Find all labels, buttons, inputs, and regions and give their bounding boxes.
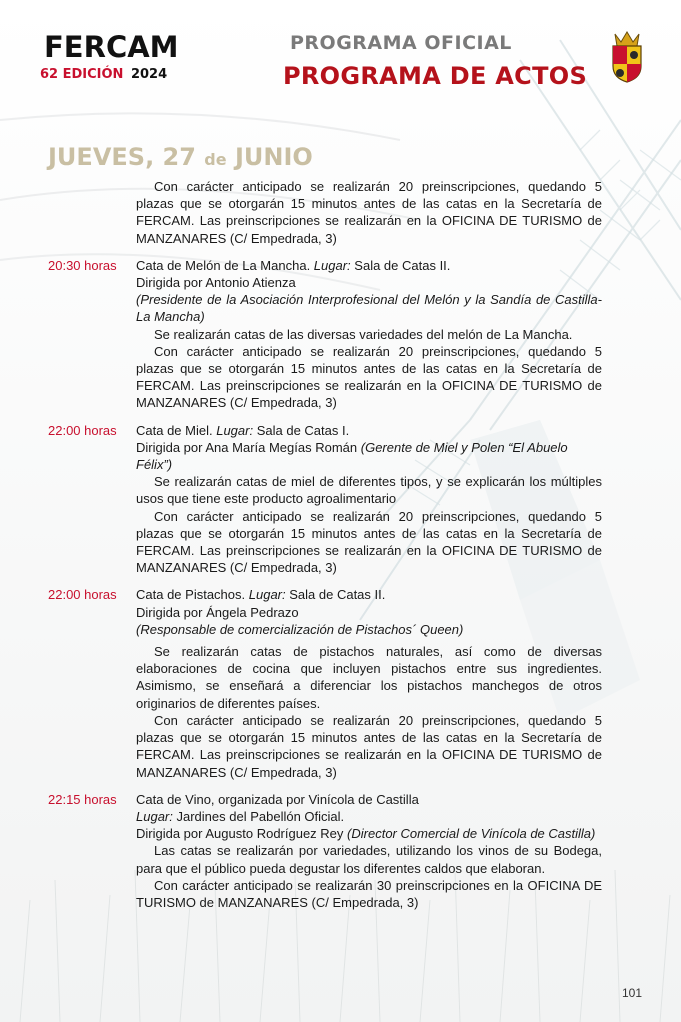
edition-year: 2024: [130, 67, 168, 82]
header-title: PROGRAMA DE ACTOS: [283, 62, 588, 90]
day-heading: [48, 143, 313, 171]
event-title: Cata de Miel: [136, 422, 209, 438]
directed-label: Dirigida por: [136, 826, 203, 842]
event-preregistration: Con carácter anticipado se realizarán 20 preinscripciones, quedando 5 plazas que se otorgarán 15 minutos antes de las catas en la Secretaría de FERCAM. Las preinscripciones se realizarán en la OFICINA DE TURISMO de MANZANARES (C/ Empedrada, 3): [136, 343, 602, 411]
event-director: Antonio Atienza: [205, 275, 296, 291]
event-director-line: [136, 825, 602, 842]
event-pistachos: [0, 586, 681, 780]
page-header: [0, 0, 681, 110]
event-place: Sala de Catas I.: [256, 422, 350, 438]
place-label: Lugar:: [313, 257, 351, 273]
event-director-role: (Responsable de comercialización de Pistachos´ Queen): [136, 621, 464, 637]
event-time: 22:15 horas: [48, 791, 117, 807]
event-place: Jardines del Pabellón Oficial.: [176, 808, 345, 824]
event-director: Augusto Rodríguez Rey: [205, 826, 344, 842]
event-description: Se realizarán catas de miel de diferentes tipos, y se explicarán los múltiples usos que tiene este producto agroalimentario: [136, 474, 602, 507]
event-body: [136, 791, 602, 911]
day-de: de: [204, 150, 227, 169]
directed-label: Dirigida por: [136, 439, 203, 455]
event-director: Ángela Pedrazo: [206, 604, 299, 620]
event-director-line: [136, 439, 602, 473]
event-place: Sala de Catas II.: [354, 257, 451, 273]
event-time: 22:00 horas: [48, 587, 117, 603]
event-title: Cata de Vino, organizada por Vinícola de Castilla: [136, 791, 419, 807]
header-subtitle: PROGRAMA OFICIAL: [290, 32, 512, 54]
event-description: Las catas se realizarán por variedades, utilizando los vinos de su Bodega, para que el público pueda degustar los diferentes caldos que elaboran.: [136, 843, 602, 876]
event-title-line: Cata de Melón de La Mancha. Lugar: Sala de Catas II.: [136, 257, 451, 273]
event-director-role: (Presidente de la Asociación Interprofesional del Melón y la Sandía de Castilla-La Mancha): [136, 292, 602, 325]
brand-edition: [40, 67, 167, 82]
event-body: [136, 586, 602, 780]
event-director-role: (Director Comercial de Vinícola de Castilla): [347, 826, 596, 842]
day-month: JUNIO: [234, 143, 313, 171]
place-label: Lugar:: [248, 587, 286, 603]
event-description: Se realizarán catas de las diversas variedades del melón de La Mancha.: [154, 326, 573, 342]
coat-of-arms-icon: [609, 28, 645, 84]
intro-block: [136, 178, 602, 247]
event-place: Sala de Catas II.: [289, 587, 386, 603]
event-body: [136, 257, 602, 412]
brand-title: FERCAM: [44, 30, 179, 64]
event-director-line: [136, 604, 602, 621]
program-content: [0, 178, 681, 911]
edition-label: 62 EDICIÓN: [40, 67, 124, 82]
intro-paragraph: Con carácter anticipado se realizarán 20 preinscripciones, quedando 5 plazas que se otorgarán 15 minutos antes de las catas en la Secretaría de FERCAM. Las preinscripciones se realizarán en la OFICINA DE TURISMO de MANZANARES (C/ Empedrada, 3): [136, 179, 602, 246]
event-body: [136, 422, 602, 577]
event-title: Cata de Melón de La Mancha: [136, 257, 307, 273]
day-prefix: JUEVES, 27: [48, 143, 196, 171]
event-melon: [0, 257, 681, 412]
event-time: 22:00 horas: [48, 422, 117, 438]
event-title-line: Cata de Pistachos. Lugar: Sala de Catas II.: [136, 587, 386, 603]
directed-label: Dirigida por: [136, 275, 203, 291]
event-preregistration: Con carácter anticipado se realizarán 20 preinscripciones, quedando 5 plazas que se otorgarán 15 minutos antes de las catas en la Secretaría de FERCAM. Las preinscripciones se realizarán en la OFICINA DE TURISMO de MANZANARES (C/ Empedrada, 3): [136, 508, 602, 576]
place-label: Lugar:: [216, 422, 254, 438]
page-number: 101: [622, 986, 643, 1000]
event-director-role: (Gerente de Miel y Polen “El Abuelo Félix”): [136, 439, 568, 473]
event-place-line: [136, 808, 602, 825]
event-vino: [0, 791, 681, 911]
event-director: Ana María Megías Román: [205, 439, 358, 455]
place-label: Lugar:: [136, 808, 173, 824]
event-description: Se realizarán catas de pistachos naturales, así como de diversas elaboraciones de cocina que incluyen pistachos entre sus ingredientes. Asimismo, se enseñará a diferenciar los pistachos manchegos de otros originarios de diferentes países.: [136, 644, 602, 711]
event-time: 20:30 horas: [48, 257, 117, 273]
event-preregistration: Con carácter anticipado se realizarán 30 preinscripciones en la OFICINA DE TURISMO de MANZANARES (C/ Empedrada, 3): [136, 877, 602, 910]
event-miel: [0, 422, 681, 577]
event-preregistration: Con carácter anticipado se realizarán 20 preinscripciones, quedando 5 plazas que se otorgarán 15 minutos antes de las catas en la Secretaría de FERCAM. Las preinscripciones se realizarán en la OFICINA DE TURISMO de MANZANARES (C/ Empedrada, 3): [136, 712, 602, 780]
event-director-line: [136, 274, 602, 291]
directed-label: Dirigida por: [136, 604, 203, 620]
event-title-line: Cata de Miel. Lugar: Sala de Catas I.: [136, 422, 350, 438]
event-title: Cata de Pistachos: [136, 587, 242, 603]
